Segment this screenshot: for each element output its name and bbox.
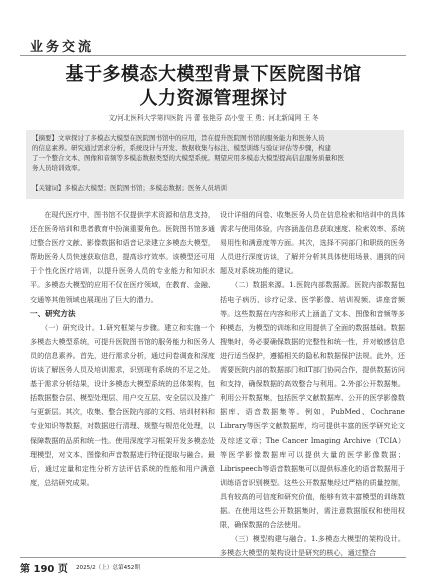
article-title-line2: 人力资源管理探讨 [139, 88, 288, 109]
page-number: 第 190 页 [20, 564, 68, 575]
issue-info: 2025/2（上）总第452期 [76, 565, 140, 571]
article-title-line1: 基于多模态大模型背景下医院图书馆 [65, 64, 362, 85]
body-column-right [220, 208, 405, 560]
paragraph: （三）模型构建与融合。1.多模态大模型的架构设计。多模态大模型的架构设计是研究的核心，通过整合 [220, 534, 405, 558]
section-tag: 业务交流 [30, 40, 95, 55]
author-line: 文/河北医科大学第四医院 冯 蕾 张艳芬 高小莹 王 勇；河北新闻网 王 冬 [108, 114, 319, 122]
page-footer [20, 560, 406, 574]
abstract-line: 了一个整合文本、图像和音频等多模态数据类型的大模型系统。期望应用多模态大模型提高信息服务质量和医 [32, 154, 344, 162]
abstract-line: 务人员培训效率。 [32, 164, 84, 172]
section-heading: 一、研究方法 [30, 308, 76, 318]
paragraph: （一）研究设计。1.研究框架与步骤。建立和实施一个多模态大模型系统，可提升医院图书馆的服务能力和医务人员的信息素养。首先，进行需求分析，通过问卷调查和深度访谈了解医务人员及培训需求，识别现有系统的不足之处。基于需求分析结果，设计多模态大模型系统的总体架构，包括数据整合层、模型处理层、用户交互层、安全层以及推广与更新层。其次，收集、整合医院内部的文档、培训材料和专业知识等数据，对数据进行清理、规整与规范化处理，以保障数据的品质和统一性。使用深度学习框架开发多模态处理模型，对文本、图像和声音数据进行特征提取与融合。最后，通过定量和定性分析方法评估系统的性能和用户满意度，总结研究成果。 [30, 322, 215, 487]
abstract-line: 的信息素养。研究通过需求分析，系统设计与开发、数据收集与标注、模型训练与验证评估等步骤，构建 [32, 144, 331, 152]
footer-divider [20, 557, 406, 558]
keywords: 【关键词】多模态大模型；医院图书馆；多模态数据；医务人员培训 [32, 184, 227, 192]
paragraph: 设计详细的问卷、收集医务人员在信息检索和培训中的具体需求与使用体验，内容涵盖信息获取速度、检索效率、系统易用性和满意度等方面。其次，选择不同部门和职级的医务人员进行深度访谈，了解并分析其具体使用场景、遇到的问题及对系统功能的建议。 [220, 210, 405, 276]
paragraph: 在现代医疗中，图书馆不仅提供学术资源和信息支持，还在医务培训和患者教育中扮演重要角色。医院图书馆多通过整合医疗文献、影像数据和语音记录建立多模态大模型，帮助医务人员快速获取信息，提高诊疗效率。该模型还可用于个性化医疗培训，以提升医务人员的专业能力和知识水平。多模态大模型的应用不仅在医疗领域，在教育、金融、交通等其他领域也展现出了巨大的潜力。 [30, 210, 215, 304]
paragraph: （二）数据来源。1.医院内部数据源。医院内部数据包括电子病历、诊疗记录、医学影像、培训视频、讲座音频等。这些数据在内容和形式上涵盖了文本、图像和音频等多种模态，为模型的训练和应用提供了全面的数据基础。数据搜集时，务必要确保数据的完整性和统一性，并对敏感信息进行适当保护，遵循相关的隐私和数据保护法规。此外，还需要医院内部的数据部门和IT部门协同合作，提供数据访问和支持，确保数据的高效整合与利用。2.外部公开数据集。利用公开数据集，包括医学文献数据库、公开的医学影像数据库、语音数据集等。例如，PubMed、Cochrane Library等医学文献数据库，均可提供丰富的医学研究论文及综述文章；The Cancer Imaging Archive（TCIA）等医学影像数据库可以提供大量的医学影像数据；Librispeech等语音数据集可以提供标准化的语音数据用于训练语音识别模型。这些公开数据集经过严格的质量控制，具有较高的可信度和研究价值，能够有效丰富模型的训练数据。在使用这些公开数据集时，需注意数据版权和使用权限，确保数据的合法使用。 [220, 280, 405, 530]
abstract-line: 【摘要】文章探讨了多模态大模型在医院图书馆中的应用，旨在提升医院图书馆的服务能力和医务人员 [32, 134, 325, 142]
body-column-left [30, 208, 215, 490]
header-divider [20, 55, 406, 56]
